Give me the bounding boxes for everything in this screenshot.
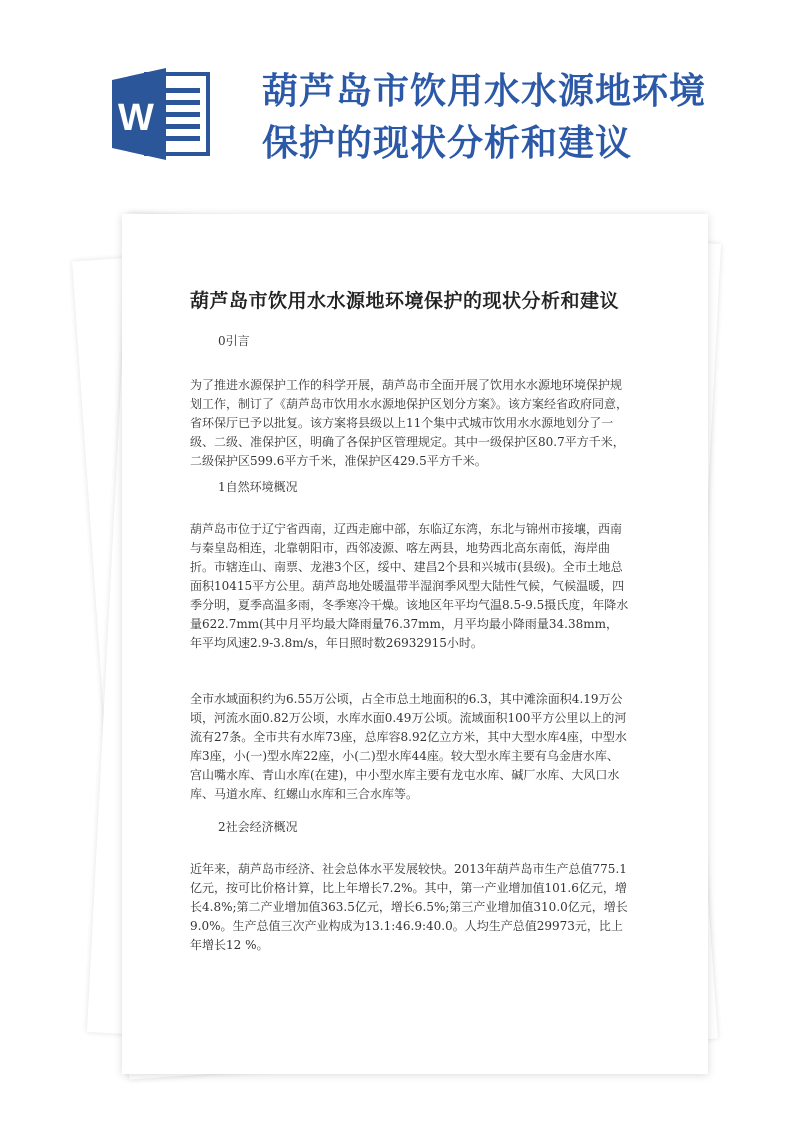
paragraph-socio-economic: 近年来，葫芦岛市经济、社会总体水平发展较快。2013年葫芦岛市生产总值775.1亿元，按可比价格计算，比上年增长7.2%。其中，第一产业增加值101.6亿元，增长4.8%;第二产业增加值363.5亿元，增长6.5%;第三产业增加值310.0亿元，增长9.0%。生产总值三次产业构成为13.1:46.9:40.0。人均生产总值29973元，比上年增长12 %。 (190, 862, 628, 952)
header-title: 葫芦岛市饮用水水源地环境保护的现状分析和建议 (262, 71, 707, 164)
paragraph-natural-environment-1: 葫芦岛市位于辽宁省西南，辽西走廊中部，东临辽东湾，东北与锦州市接壤，西南与秦皇岛相连，北靠朝阳市，西邻凌源、喀左两县，地势西北高东南低，海岸曲折。市辖连山、南票、龙港3个区，绥中、建昌2个县和兴城市(县级)。全市土地总面积10415平方公里。葫芦岛地处暖温带半湿润季风型大陆性气候，气候温暖，四季分明，夏季高温多雨，冬季寒冷干燥。该地区年平均气温8.5-9.5摄氏度，年降水量622.7mm(其中月平均最大降雨量76.37mm，月平均最小降雨量34.38mm，年平均风速2.9-3.8m/s，年日照时数26932915小时。 (190, 522, 629, 650)
header (0, 0, 800, 200)
section-heading-natural-environment: 1自然环境概况 (218, 480, 298, 494)
document-title: 葫芦岛市饮用水水源地环境保护的现状分析和建议 (190, 290, 620, 312)
section-heading-socio-economic: 2社会经济概况 (218, 820, 298, 834)
svg-text:W: W (118, 97, 154, 139)
section-heading-intro: 0引言 (218, 334, 250, 348)
word-document-icon (112, 68, 212, 160)
paragraph-natural-environment-2: 全市水域面积约为6.55万公顷，占全市总土地面积的6.3，其中滩涂面积4.19万公顷，河流水面0.82万公顷，水库水面0.49万公顷。流域面积100平方公里以上的河流有27条。全市共有水库73座，总库容8.92亿立方米，其中大型水库4座，中型水库3座，小(一)型水库22座，小(二)型水库44座。较大型水库主要有乌金唐水库、宫山嘴水库、青山水库(在建)，中小型水库主要有龙屯水库、碱厂水库、大风口水库、马道水库、红螺山水库和三合水库等。 (190, 692, 627, 801)
paragraph-intro: 为了推进水源保护工作的科学开展，葫芦岛市全面开展了饮用水水源地环境保护规划工作，制订了《葫芦岛市饮用水水源地保护区划分方案》。该方案经省政府同意，省环保厅已予以批复。该方案将县级以上11个集中式城市饮用水水源地划分了一级、二级、准保护区，明确了各保护区管理规定。其中一级保护区80.7平方千米，二级保护区599.6平方千米，准保护区429.5平方千米。 (190, 378, 629, 468)
